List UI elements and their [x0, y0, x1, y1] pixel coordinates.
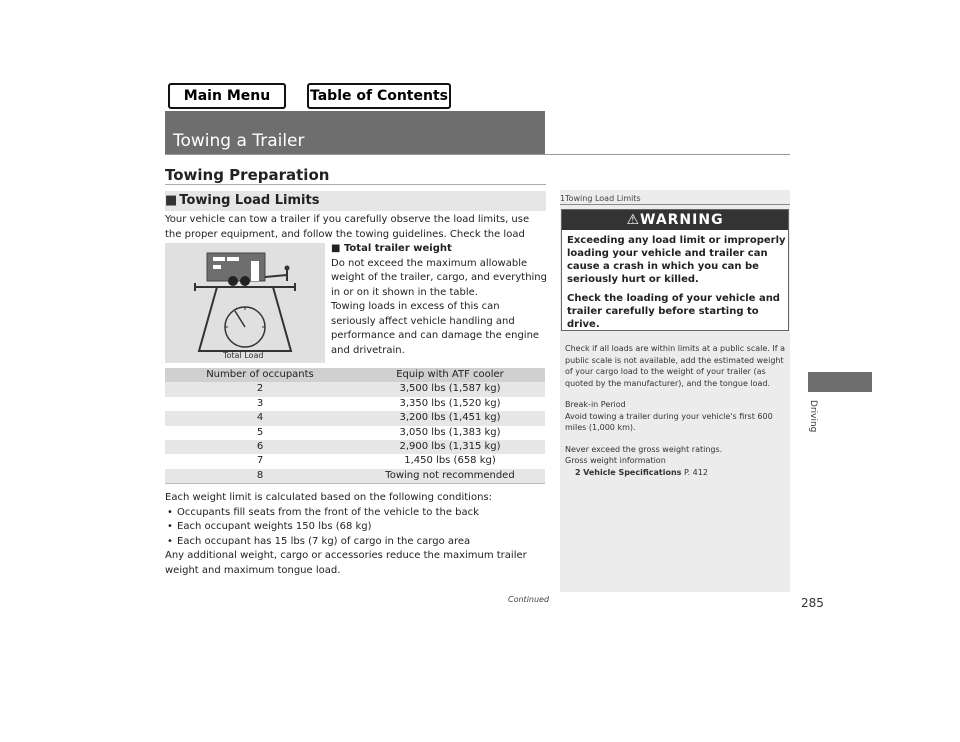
- header-occupants: Number of occupants: [206, 369, 314, 380]
- cell-occupants: 4: [256, 412, 264, 424]
- section-divider: [165, 184, 546, 185]
- warning-paragraph-1: Exceeding any load limit or improperly loading your vehicle and trailer can cause a crash in which you can be seriously hurt or killed.: [567, 235, 786, 285]
- warning-label: WARNING: [640, 212, 724, 228]
- warning-paragraph-2: Check the loading of your vehicle and trailer carefully before starting to drive.: [567, 293, 780, 330]
- trailer-weight-text: Do not exceed the maximum allowable weight of the trailer, cargo, and everything in or on it shown in the table.: [331, 257, 547, 298]
- warning-icon: ⚠: [626, 212, 640, 228]
- square-bullet-icon: ■: [331, 243, 341, 254]
- cell-occupants: 6: [256, 440, 264, 452]
- side-notes: [565, 343, 785, 488]
- section-title: Towing Preparation: [165, 166, 330, 184]
- vehicle-specifications-link[interactable]: [565, 468, 708, 477]
- table-row: [165, 469, 545, 483]
- conditions-block: [165, 491, 551, 578]
- cell-occupants: 2: [256, 383, 264, 395]
- gross-weight-sub: Gross weight information: [565, 456, 666, 465]
- table-header: [165, 368, 545, 382]
- side-note-break-in: [565, 399, 785, 434]
- table-row: [165, 397, 545, 411]
- cell-weight: 3,200 lbs (1,451 kg): [399, 412, 501, 424]
- table-row: [165, 411, 545, 425]
- table-row: [165, 382, 545, 396]
- cell-weight: Towing not recommended: [385, 469, 515, 481]
- side-notes-title: Towing Load Limits: [565, 194, 641, 203]
- side-notes-header: [560, 194, 641, 203]
- chapter-title: Towing a Trailer: [173, 131, 305, 151]
- condition-item: • Occupants fill seats from the front of the vehicle to the back: [165, 506, 551, 521]
- cell-weight: 2,900 lbs (1,315 kg): [399, 440, 501, 452]
- banner-divider: [165, 154, 790, 155]
- side-note-scale: Check if all loads are within limits at a public scale. If a public scale is not available, add the estimated weight of your cargo load to the weight of your trailer (as quoted by the manufacturer), and the tongue load.: [565, 344, 785, 388]
- towing-load-figure: [165, 243, 325, 363]
- page-number: 285: [801, 596, 824, 610]
- xref-page: P. 412: [683, 467, 708, 477]
- conditions-tail: Any additional weight, cargo or accessories reduce the maximum trailer weight and maximum tongue load.: [165, 550, 527, 576]
- subsection-header: [165, 191, 546, 211]
- continued-label: Continued: [508, 595, 550, 604]
- trailer-scale-illustration: [165, 243, 325, 363]
- subsection-title: Towing Load Limits: [179, 193, 320, 208]
- cell-occupants: 8: [256, 469, 264, 481]
- chapter-tab-label: Driving: [808, 400, 818, 433]
- load-limits-table: [165, 368, 545, 483]
- side-notes-divider: [560, 204, 790, 205]
- table-of-contents-button[interactable]: Table of Contents: [307, 83, 451, 109]
- cell-weight: 3,050 lbs (1,383 kg): [399, 426, 501, 438]
- note-marker-icon: 1: [560, 194, 566, 203]
- square-bullet-icon: ■: [165, 193, 178, 208]
- table-row: [165, 426, 545, 440]
- warning-text: [567, 234, 787, 337]
- cell-weight: 1,450 lbs (658 kg): [404, 455, 496, 467]
- figure-caption: Total Load: [223, 351, 264, 360]
- table-bottom-rule: [165, 483, 545, 484]
- warning-box: [561, 209, 789, 331]
- trailer-weight-heading: [331, 242, 547, 257]
- trailer-weight-title: Total trailer weight: [343, 243, 452, 254]
- condition-item: • Each occupant weights 150 lbs (68 kg): [165, 520, 551, 535]
- xref-label: Vehicle Specifications: [583, 467, 682, 477]
- break-in-text: Avoid towing a trailer during your vehicle's first 600 miles (1,000 km).: [565, 411, 773, 432]
- break-in-title: Break-in Period: [565, 400, 626, 409]
- chapter-banner: [165, 111, 545, 155]
- intro-paragraph: Your vehicle can tow a trailer if you carefully observe the load limits, use the proper equipment, and follow the towing guidelines. Check the load: [165, 214, 530, 240]
- cell-occupants: 3: [256, 397, 264, 409]
- conditions-lead: Each weight limit is calculated based on the following conditions:: [165, 492, 492, 503]
- table-row: [165, 440, 545, 454]
- cell-occupants: 5: [256, 426, 264, 438]
- table-row: [165, 454, 545, 468]
- header-atf-cooler: Equip with ATF cooler: [396, 369, 504, 380]
- chapter-tab[interactable]: [808, 372, 872, 392]
- cell-occupants: 7: [256, 455, 264, 467]
- cell-weight: 3,500 lbs (1,587 kg): [399, 383, 501, 395]
- condition-item: • Each occupant has 15 lbs (7 kg) of cargo in the cargo area: [165, 535, 551, 550]
- warning-title: [562, 210, 788, 230]
- side-note-gross-weight: [565, 444, 785, 479]
- trailer-weight-text-2: Towing loads in excess of this can seriously affect vehicle handling and performance and can damage the engine and drivetrain.: [331, 301, 540, 356]
- main-menu-button[interactable]: Main Menu: [168, 83, 286, 109]
- gross-weight-text: Never exceed the gross weight ratings.: [565, 444, 723, 454]
- cell-weight: 3,350 lbs (1,520 kg): [399, 397, 501, 409]
- xref-arrow-icon: 2: [575, 467, 581, 477]
- trailer-weight-block: [331, 242, 547, 358]
